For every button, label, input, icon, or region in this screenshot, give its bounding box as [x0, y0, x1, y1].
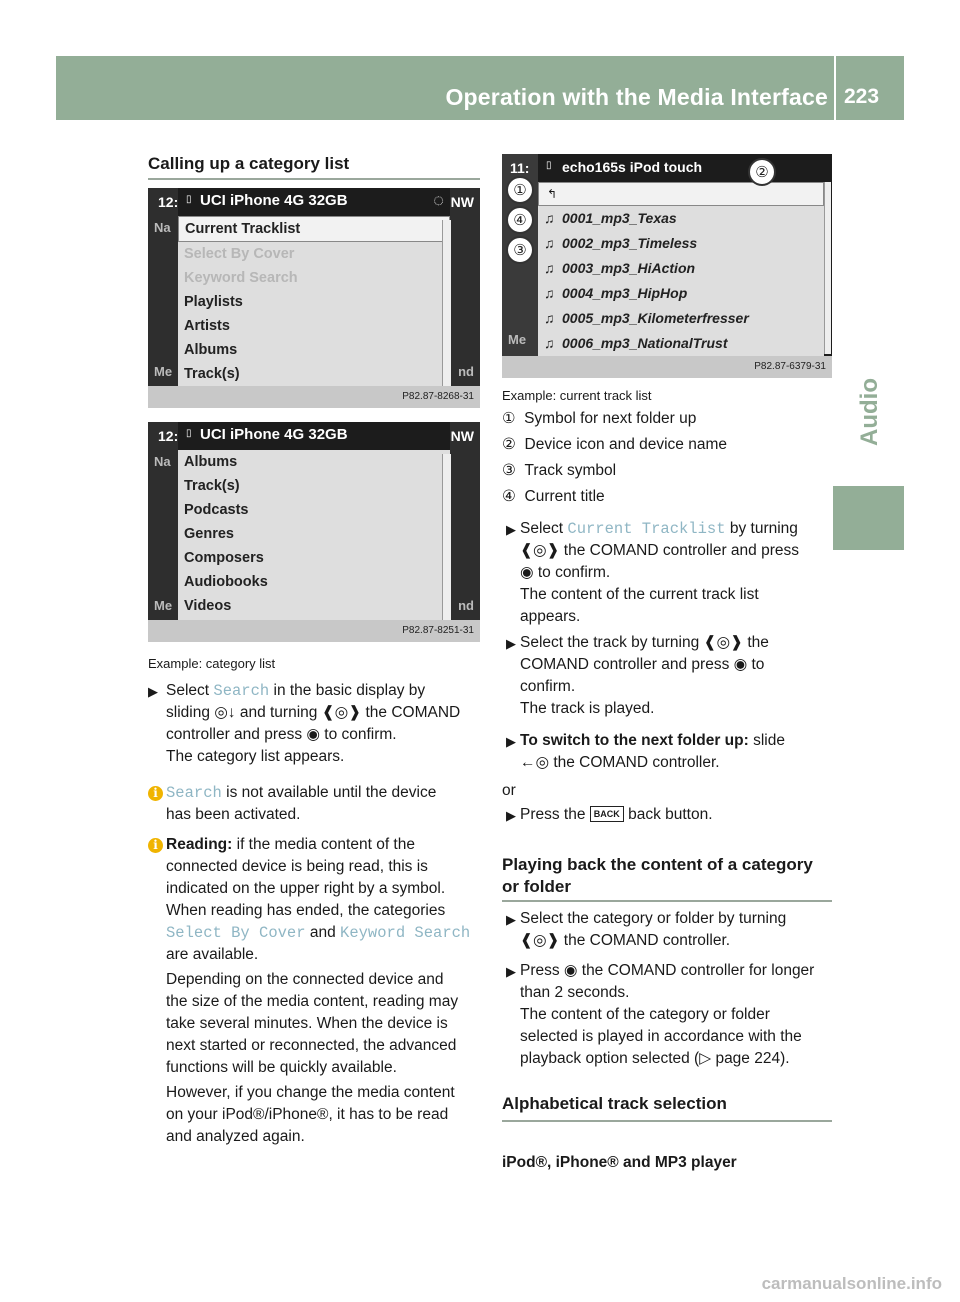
track-row[interactable]: ♫ 0004_mp3_HipHop	[538, 281, 824, 306]
side-tab	[833, 486, 904, 550]
step-arrow-icon: ▶	[506, 734, 516, 749]
track-list[interactable]	[538, 182, 824, 356]
heading-rule	[502, 1120, 832, 1122]
scrollbar[interactable]	[442, 220, 451, 386]
list-item[interactable]: Albums	[184, 342, 238, 358]
info-icon: i	[148, 786, 163, 801]
list-item[interactable]: Genres	[184, 526, 234, 542]
step-arrow-icon: ▶	[506, 808, 516, 823]
side-section-label: Audio	[856, 378, 883, 446]
image-code: P82.87-8251-31	[148, 620, 480, 642]
device-title-bar	[180, 422, 448, 452]
ipod-icon: ▯	[186, 194, 192, 205]
current-track-list-screenshot	[502, 154, 832, 378]
heading-rule	[502, 900, 832, 902]
list-item[interactable]: Keyword Search	[184, 270, 298, 286]
track-row[interactable]: ♫ 0001_mp3_Texas	[538, 206, 824, 231]
list-item[interactable]: Artists	[184, 318, 230, 334]
list-item[interactable]: Composers	[184, 550, 264, 566]
device-title-bar	[540, 154, 832, 184]
info-note: Search is not available until the device has been activated.	[166, 784, 437, 823]
side-label: Me	[508, 332, 527, 347]
side-label: Me	[154, 364, 173, 379]
section-heading: Alphabetical track selection	[502, 1094, 727, 1113]
side-label: nd	[458, 598, 474, 613]
sub-heading: iPod®, iPhone® and MP3 player	[502, 1154, 737, 1171]
ipod-icon: ▯	[546, 160, 552, 171]
legend-list	[502, 408, 832, 508]
section-heading: Playing back the content of a category or folder	[502, 855, 813, 896]
note-icon: ♫	[544, 310, 555, 326]
legend-item: ② Device icon and device name	[502, 436, 728, 453]
legend-item: ④ Current title	[502, 488, 605, 505]
list-item[interactable]: Audiobooks	[184, 574, 268, 590]
header-divider	[834, 56, 836, 120]
back-key-icon: BACK	[590, 806, 624, 822]
list-item[interactable]: Playlists	[184, 294, 243, 310]
figure-caption: Example: category list	[148, 656, 276, 671]
side-label: Na	[154, 220, 171, 235]
folder-up-icon[interactable]: ↰	[538, 182, 824, 206]
watermark: carmanualsonline.info	[761, 1274, 942, 1293]
legend-item: ③ Track symbol	[502, 462, 617, 479]
step-text: Select Current Tracklist by turning ❰◎❱ the COMAND controller and press ◉ to confirm. The content of the current track list appears.	[520, 520, 799, 625]
clock-text: 12:	[158, 194, 179, 210]
side-label: Na	[154, 454, 171, 469]
note-icon: ♫	[544, 285, 555, 301]
note-icon: ♫	[544, 210, 555, 226]
legend-item: ① Symbol for next folder up	[502, 410, 697, 427]
or-text: or	[502, 782, 516, 799]
callout-badge: ③	[506, 236, 534, 264]
callout-badge: ①	[506, 176, 534, 204]
side-label: Me	[154, 598, 173, 613]
callout-badge: ②	[748, 158, 776, 186]
step-text: To switch to the next folder up: slide ←◎ the COMAND controller.	[520, 732, 785, 771]
clock-text: 11:	[510, 160, 530, 176]
page-number: 223	[844, 85, 880, 108]
category-list[interactable]	[178, 450, 450, 620]
note-icon: ♫	[544, 260, 555, 276]
scrollbar[interactable]	[824, 182, 831, 354]
step-arrow-icon: ▶	[148, 684, 158, 699]
info-note: Reading: if the media content of the connected device is being read, this is indicated on the upper right by a symbol. When reading has ended, the categories Select By Cover and Keyword Search are available. Depending on the connected device and the size of the media content, reading may take several minutes. When the device is next started or reconnected, the advanced functions will be quickly available. However, if you change the media content on your iPod®/iPhone®, it has to be read and analyzed again.	[166, 836, 471, 1145]
step-text: Select the category or folder by turning ❰◎❱ the COMAND controller.	[520, 910, 787, 949]
category-list-screenshot-2	[148, 422, 480, 642]
info-icon: i	[148, 838, 163, 853]
category-list[interactable]	[178, 216, 450, 386]
step-arrow-icon: ▶	[506, 522, 516, 537]
step-arrow-icon: ▶	[506, 636, 516, 651]
device-name: UCI iPhone 4G 32GB	[200, 192, 348, 209]
image-code: P82.87-8268-31	[148, 386, 480, 408]
step-text: Select Search in the basic display by sliding ◎↓ and turning ❰◎❱ the COMAND controller and press ◉ to confirm. The category list appears.	[166, 682, 461, 765]
step-text: Press the BACK back button.	[520, 806, 713, 823]
reading-icon: ◌	[433, 190, 444, 210]
note-icon: ♫	[544, 335, 555, 351]
page-header	[56, 56, 904, 120]
track-row[interactable]: ♫ 0002_mp3_Timeless	[538, 231, 824, 256]
list-item[interactable]: Videos	[184, 598, 232, 614]
header-title: Operation with the Media Interface	[445, 84, 828, 110]
track-row[interactable]: ♫ 0006_mp3_NationalTrust	[538, 331, 824, 356]
list-item[interactable]: Track(s)	[184, 366, 240, 382]
list-item[interactable]: Track(s)	[184, 478, 240, 494]
list-item[interactable]: Current Tracklist	[178, 216, 450, 242]
list-item[interactable]: Albums	[184, 454, 238, 470]
list-item[interactable]: Podcasts	[184, 502, 249, 518]
device-name: echo165s iPod touch	[562, 159, 703, 175]
step-arrow-icon: ▶	[506, 964, 516, 979]
clock-text: 12:	[158, 428, 179, 444]
note-icon: ♫	[544, 235, 555, 251]
step-text: Select the track by turning ❰◎❱ the COMAND controller and press ◉ to confirm. The track is played.	[520, 634, 769, 717]
side-label: NW	[450, 428, 474, 444]
section-heading: Calling up a category list	[148, 154, 350, 173]
figure-caption: Example: current track list	[502, 388, 652, 403]
step-text: Press ◉ the COMAND controller for longer than 2 seconds. The content of the category or folder selected is played in accordance with the playback option selected (▷ page 224).	[520, 962, 815, 1067]
device-title-bar	[180, 188, 448, 218]
device-name: UCI iPhone 4G 32GB	[200, 426, 348, 443]
track-row[interactable]: ♫ 0003_mp3_HiAction	[538, 256, 824, 281]
list-item[interactable]: Select By Cover	[184, 246, 295, 262]
ipod-icon: ▯	[186, 428, 192, 439]
image-code: P82.87-6379-31	[502, 356, 832, 378]
side-label: nd	[458, 364, 474, 379]
track-row[interactable]: ♫ 0005_mp3_Kilometerfresser	[538, 306, 824, 331]
category-list-screenshot-1	[148, 188, 480, 408]
step-arrow-icon: ▶	[506, 912, 516, 927]
scrollbar[interactable]	[442, 454, 451, 620]
heading-rule	[148, 178, 480, 180]
side-label: NW	[450, 194, 474, 210]
callout-badge: ④	[506, 206, 534, 234]
